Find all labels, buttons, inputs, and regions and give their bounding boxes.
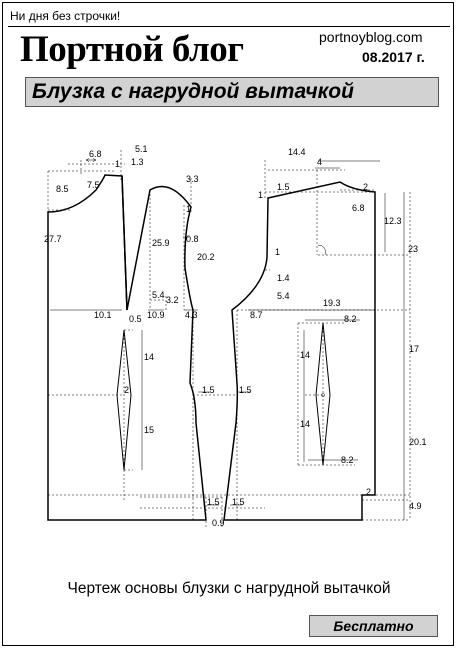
dimension-label: 1.4 bbox=[277, 273, 290, 283]
dimension-label: 20.1 bbox=[409, 437, 427, 447]
dimension-label: 1.5 bbox=[202, 385, 215, 395]
dimension-label: 25.9 bbox=[152, 238, 170, 248]
blog-url[interactable]: portnoyblog.com bbox=[319, 29, 423, 45]
banner-title: Блузка с нагрудной вытачкой bbox=[32, 80, 354, 103]
dimension-labels bbox=[44, 144, 427, 528]
dimension-label: 5.4 bbox=[277, 291, 290, 301]
dimension-label: 4.3 bbox=[185, 310, 198, 320]
dimension-label: 14 bbox=[300, 419, 311, 429]
dimension-label: 8.5 bbox=[56, 184, 69, 194]
dimension-label: 14 bbox=[300, 350, 311, 360]
dimension-label: 0.5 bbox=[129, 314, 142, 324]
dimension-label: 1.5 bbox=[207, 497, 220, 507]
dimension-label: 4.9 bbox=[409, 501, 422, 511]
dimension-label: 14.4 bbox=[288, 147, 306, 157]
dimension-label: 12.3 bbox=[384, 216, 402, 226]
dimension-label: 1.5 bbox=[232, 497, 245, 507]
blog-title: Портной блог bbox=[20, 29, 244, 70]
dimension-label: 2 bbox=[366, 487, 372, 497]
dimension-label: 27.7 bbox=[44, 234, 62, 244]
dimension-label: 1.5 bbox=[239, 385, 252, 395]
motto-text: Ни дня без строчки! bbox=[10, 9, 121, 23]
dimension-label: 3.2 bbox=[166, 295, 179, 305]
dimension-label: 17 bbox=[409, 344, 420, 354]
dimension-label: 1 bbox=[115, 159, 121, 169]
dimension-label: 8.2 bbox=[341, 455, 354, 465]
pattern-outlines bbox=[48, 175, 375, 520]
dimension-label: 4 bbox=[317, 157, 323, 167]
dimension-label: 3.3 bbox=[186, 174, 199, 184]
dimension-label: 5.4 bbox=[152, 290, 165, 300]
dimension-label: 6.8 bbox=[89, 149, 102, 159]
dimension-label: 10.1 bbox=[94, 310, 112, 320]
dimension-label: 20.2 bbox=[197, 252, 215, 262]
dimension-label: 19.3 bbox=[323, 298, 341, 308]
dimension-label: 1 bbox=[258, 190, 264, 200]
dimension-label: 15 bbox=[144, 425, 155, 435]
dimension-label: 1.5 bbox=[277, 182, 290, 192]
dimension-label: 8.2 bbox=[344, 314, 357, 324]
dimension-label: 2 bbox=[124, 385, 130, 395]
dimension-label: 0.8 bbox=[186, 234, 199, 244]
dimension-label: 7.5 bbox=[87, 180, 100, 190]
dimension-label: 1 bbox=[275, 247, 281, 257]
small-details bbox=[318, 245, 326, 397]
dimension-label: 1.3 bbox=[131, 157, 144, 167]
dimension-label: 8.7 bbox=[250, 310, 263, 320]
dimension-label: 5.1 bbox=[135, 144, 148, 154]
issue-date: 08.2017 г. bbox=[362, 49, 425, 65]
dimension-label: 2 bbox=[363, 182, 369, 192]
dimension-label: 23 bbox=[408, 244, 419, 254]
dimension-label: 0.9 bbox=[212, 518, 225, 528]
free-badge[interactable] bbox=[309, 615, 438, 637]
figure-caption: Чертеж основы блузки с нагрудной вытачкой bbox=[67, 580, 391, 597]
dimension-label: 14 bbox=[144, 352, 155, 362]
dimension-label: 6.8 bbox=[352, 203, 365, 213]
dimension-arrows bbox=[50, 159, 404, 521]
free-badge-label: Бесплатно bbox=[333, 618, 414, 634]
dimension-label: 1 bbox=[186, 204, 192, 214]
dimension-label: 10.9 bbox=[147, 310, 165, 320]
